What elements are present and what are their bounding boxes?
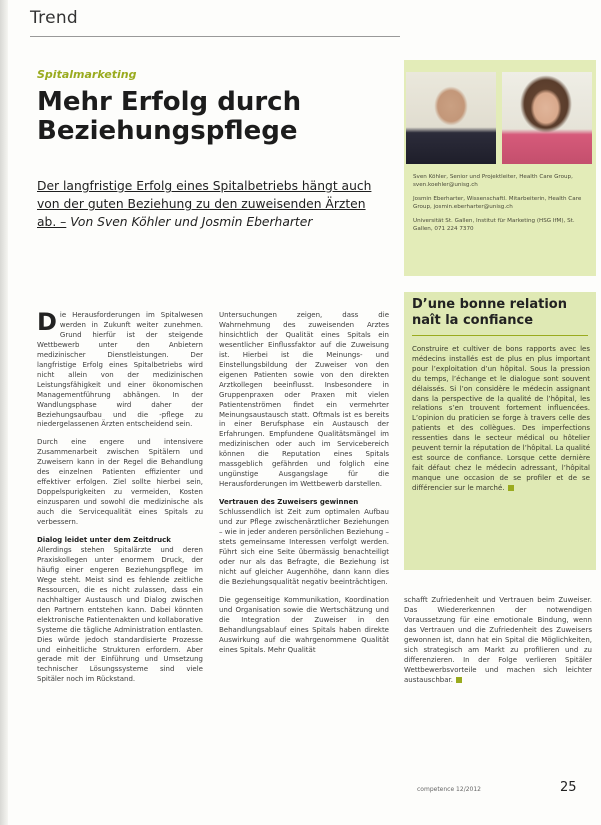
french-summary-body: Construire et cultiver de bons rapports avec les médecins installés est de plus en plus important pour l’exploitation d’un hôpital. Sous la pression du temps, l’échange et le dialogue sont souvent délaissés. Si l’on considère le médecin assignant dans la perspective de la qualité de l’hôpital, les relations s’en trouvent fortement influencées. L’opinion du praticien se forge à travers celle des patients et des collègues. Des imperfections ressenties dans le secteur médical ou hôtelier peuvent ternir la réputation de l’hôpital. La qualité est source de confiance. Lorsque cette dernière fait défaut chez le médecin adressant, l’hôpital manque une occasion de se profiler et de se différencier sur le marché. bbox=[412, 345, 590, 492]
text-column-3 bbox=[404, 596, 592, 694]
subheading-1: Dialog leidet unter dem Zeitdruck bbox=[37, 536, 171, 545]
paragraph: Die gegenseitige Kommunikation, Koordination und Organisation sowie die Wertschätzung und die Integration der Zuweiser in den Behandlungsablauf eines Spitals haben direkte Auswirkung auf die wahrgenommene Qualität eines Spitals. Mehr Qualität bbox=[219, 595, 389, 654]
paragraph: Allerdings stehen Spitalärzte und deren Praxiskollegen unter enormem Druck, der häufig einer engeren Beziehungspflege im Wege steht. Meist sind es fehlende zeitliche Ressourcen, die es nicht zulassen, dass ein nachhaltiger Austausch und Dialog zwischen den Partnern entstehen kann. Dabei könnten elektronische Patientenakten und kollaborative Systeme die tägliche Administration entlasten. Dies würde jedoch standardisierte Prozesse und einheitliche Strukturen erfordern. Aber gerade mit der Einführung und Umsetzung technischer Lösungssysteme sind viele Spitäler noch im Rückstand. bbox=[37, 545, 203, 684]
paragraph: Schlussendlich ist Zeit zum optimalen Aufbau und zur Pflege zwischenärztlicher Beziehungen – wie in jeder anderen persönlichen Beziehung – stets gemeinsame Interessen verfolgt werden. Führt sich eine Seite übermässig benachteiligt oder nur als das Befragte, die Beziehung ist nicht auf gleicher Augenhöhe, dann kann dies die Beziehungsqualität negativ beeinträchtigen. bbox=[219, 508, 389, 586]
scan-edge bbox=[0, 0, 8, 825]
end-mark-icon bbox=[508, 485, 514, 491]
french-summary-title: D’une bonne relation naît la confiance bbox=[412, 297, 567, 328]
paragraph: Durch eine engere und intensivere Zusammenarbeit zwischen Spitälern und Zuweisern kann in der Regel die Behandlung des einzelnen Patienten effizienter und effektiver erfolgen. Ziel sollte hierbei sein, Doppelspurigkeiten zu vermeiden, Kosten einzusparen und sowohl die medizinische als auch die Servicequalität eines Spitals zu verbessern. bbox=[37, 438, 203, 527]
page-number: 25 bbox=[560, 780, 577, 795]
lead-text: Der langfristige Erfolg eines Spitalbetriebs hängt auch von der guten Beziehung zu den zuweisenden Ärzten ab. – bbox=[37, 179, 372, 229]
end-mark-icon bbox=[456, 677, 462, 683]
author-note: Universität St. Gallen, Institut für Marketing (HSG IfM), St. Gallen, 071 224 7370 bbox=[413, 218, 575, 232]
paragraph bbox=[37, 308, 203, 430]
kicker: Spitalmarketing bbox=[37, 68, 137, 81]
drop-cap: D bbox=[37, 308, 57, 336]
author-photo-eberharter bbox=[502, 72, 592, 164]
author-caption-2: Josmin Eberharter, Wissenschaftl. Mitarbeiterin, Health Care Group, josmin.eberharter@unisg.ch bbox=[413, 196, 582, 210]
headline: Mehr Erfolg durch Beziehungspflege bbox=[37, 87, 302, 146]
author-photo-koehler bbox=[406, 72, 496, 164]
text-column-2 bbox=[219, 311, 389, 663]
author-caption-1: Sven Köhler, Senior und Projektleiter, Health Care Group, sven.koehler@unisg.ch bbox=[413, 174, 573, 188]
french-summary-text bbox=[412, 345, 590, 494]
paragraph-text: schafft Zufriedenheit und Vertrauen beim Zuweiser. Das Wiedererkennen der notwendigen Voraussetzung für eine emotionale Bindung, wenn das Vertrauen und die Zufriedenheit des Zuweisers gewonnen ist, dann hat ein Spital die Möglichkeiten, sich strategisch am Markt zu profilieren und zu differenzieren. In der Folge verlieren Spitäler Wettbewerbsvorteile und machen sich leichter austauschbar. bbox=[404, 596, 592, 684]
french-summary-divider bbox=[412, 335, 588, 336]
text-column-1 bbox=[37, 308, 203, 693]
footer-publication: competence 12/2012 bbox=[417, 786, 481, 793]
lead-paragraph bbox=[37, 177, 387, 231]
paragraph: Untersuchungen zeigen, dass die Wahrnehmung des zuweisenden Arztes hinsichtlich der Qualität eines Spitals ein wesentlicher Einflussfaktor auf die Zuweisung ist. Hierbei ist die Meinungs- und Einstellungsbildung der Zuweiser von den eigenen Patienten sowie von den direkten Arztkollegen beeinflusst. Insbesondere in Gruppenpraxen oder Praxen mit vielen Patientenströmen findet ein vermehrter Meinungsaustausch statt. Oftmals ist es bereits in einer Berufsphase ein Austausch der Erfahrungen. Empfundene Qualitätsmängel im medizinischen oder auch im Servicebereich können die Reputation eines Spitals massgeblich gefährden und folglich eine ungünstige Ausgangslage für die Herausforderungen im Wettbewerb darstellen. bbox=[219, 311, 389, 489]
subheading-2: Vertrauen des Zuweisers gewinnen bbox=[219, 498, 359, 507]
section-divider bbox=[30, 36, 400, 37]
lead-byline: Von Sven Köhler und Josmin Eberharter bbox=[70, 215, 313, 229]
paragraph bbox=[404, 596, 592, 686]
paragraph-text: ie Herausforderungen im Spitalwesen werden in Zukunft weiter zunehmen. Grund hierfür ist der steigende Wettbewerb unter den Anbietern medizinischer Dienstleistungen. Der langfristige Erfolg eines Spitalbetriebs wird nicht allein von der medizinischen Leistungsfähigkeit und einer ökonomischen Managementführung abhängen. In der Wandlungsphase wird daher der Beziehungsaufbau und die -pflege zu niedergelassenen Ärzten entscheidend sein. bbox=[37, 311, 203, 429]
section-title: Trend bbox=[30, 8, 79, 28]
